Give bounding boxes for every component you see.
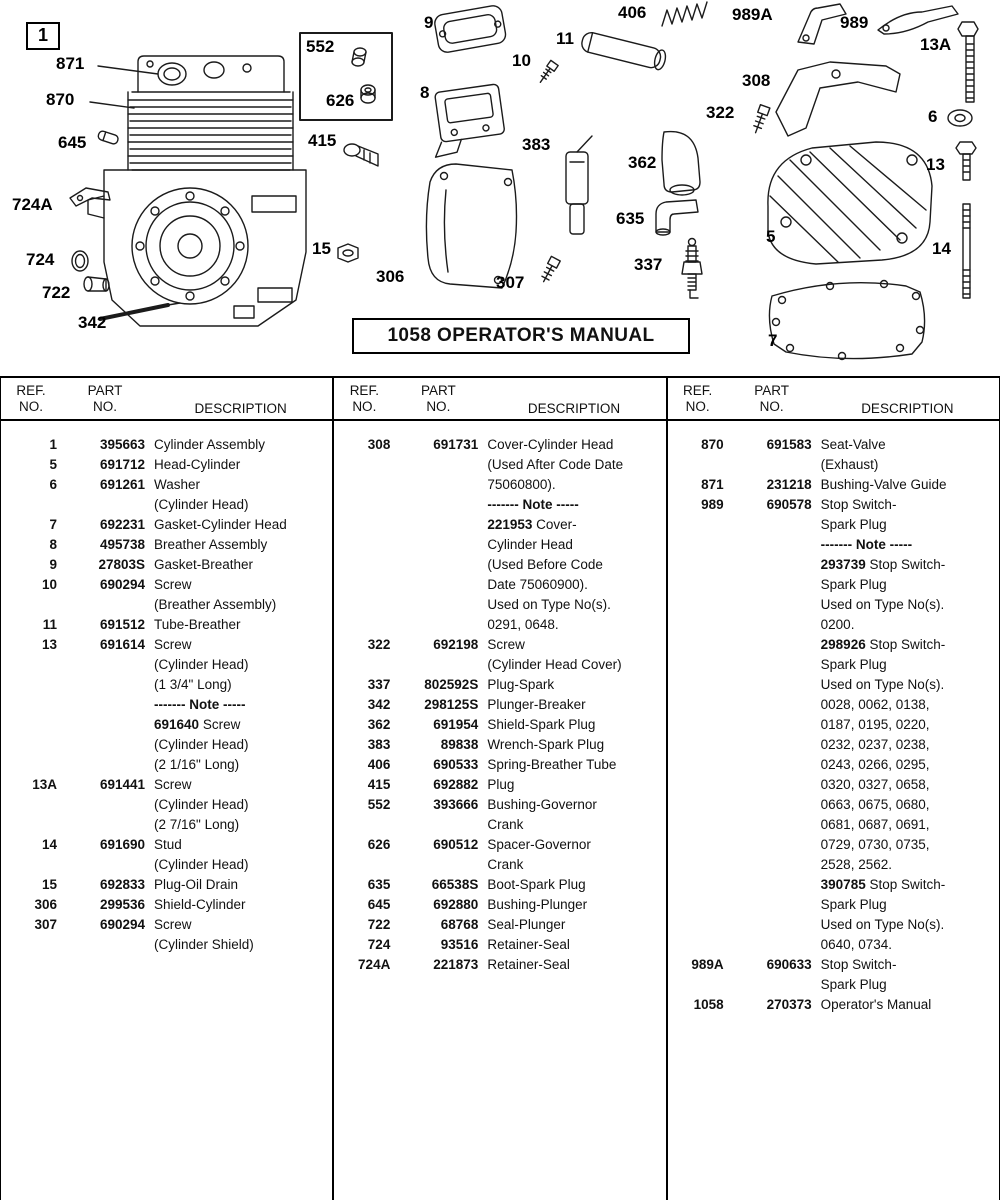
description-line: (2 7/16" Long) (154, 817, 240, 832)
part-no: 690533 (433, 757, 479, 772)
description (478, 715, 665, 735)
part-no: 690294 (99, 917, 145, 932)
description (145, 895, 332, 915)
table-row (334, 695, 665, 715)
description-line: Spacer-Governor (487, 837, 591, 852)
ref-no-header: REF. NO. (16, 383, 46, 414)
parts-column-3 (666, 378, 999, 1200)
part-no: 692231 (99, 517, 145, 532)
part-callout-989a: 989A (732, 5, 773, 24)
part-no: 27803S (98, 557, 145, 572)
table-row (334, 675, 665, 695)
description-line: Screw (487, 637, 525, 652)
part-callout-635: 635 (616, 209, 645, 228)
description-line: Boot-Spark Plug (487, 877, 586, 892)
part-no: 495738 (99, 537, 145, 552)
description-line: (Cylinder Head Cover) (487, 657, 622, 672)
description-line: Bushing-Governor (487, 797, 597, 812)
ref-no: 322 (367, 637, 391, 652)
description-line: ------- Note ----- (487, 497, 579, 512)
part-no: 690294 (99, 577, 145, 592)
description (145, 635, 332, 775)
description (812, 495, 999, 955)
description-line: 691640 Screw (154, 717, 241, 732)
description-line: Date 75060900). (487, 577, 588, 592)
table-row (1, 455, 332, 475)
description (478, 835, 665, 875)
table-row (334, 715, 665, 735)
part-no: 691583 (766, 437, 812, 452)
table-row (1, 635, 332, 775)
description (145, 475, 332, 515)
part-no: 691712 (99, 457, 145, 472)
description-line: Spring-Breather Tube (487, 757, 617, 772)
ref-no: 307 (34, 917, 57, 932)
part-no: 692833 (99, 877, 145, 892)
part-no-header: PART NO. (87, 383, 123, 414)
table-row (668, 435, 999, 475)
table-row (668, 495, 999, 955)
description-line: 0640, 0734. (820, 937, 892, 952)
column-body (668, 421, 999, 1015)
ref-no: 13 (41, 637, 57, 652)
description-line: (Used After Code Date (487, 457, 624, 472)
description (145, 615, 332, 635)
part-no: 691512 (99, 617, 145, 632)
table-row (668, 995, 999, 1015)
description (478, 735, 665, 755)
description-line: (Cylinder Head) (154, 497, 249, 512)
part-no-header: PART NO. (420, 383, 456, 414)
column-body (1, 421, 332, 955)
description-line: Retainer-Seal (487, 957, 570, 972)
ref-no: 9 (49, 557, 57, 572)
part-no: 93516 (440, 937, 479, 952)
description (145, 575, 332, 615)
description (478, 875, 665, 895)
description-line: (2 1/16" Long) (154, 757, 240, 772)
ref-no: 635 (367, 877, 391, 892)
part-no: 691441 (99, 777, 145, 792)
part-no-header: PART NO. (754, 383, 790, 414)
part-callout-362: 362 (628, 153, 657, 172)
description-line: 0243, 0266, 0295, (820, 757, 930, 772)
description-line: 298926 Stop Switch- (820, 637, 946, 652)
table-row (1, 475, 332, 515)
description-line: (Cylinder Shield) (154, 937, 254, 952)
description-line: Tube-Breather (154, 617, 241, 632)
part-no: 692882 (433, 777, 479, 792)
description (145, 455, 332, 475)
description-line: Shield-Cylinder (154, 897, 246, 912)
table-row (1, 615, 332, 635)
table-row (334, 875, 665, 895)
ref-no: 337 (367, 677, 391, 692)
description-line: Spark Plug (820, 517, 887, 532)
part-callout-626: 626 (326, 91, 355, 110)
description-line: (Used Before Code (487, 557, 603, 572)
ref-no: 406 (367, 757, 391, 772)
ref-no: 362 (367, 717, 391, 732)
table-row (1, 775, 332, 835)
part-callout-7: 7 (768, 331, 778, 350)
ref-no: 1058 (693, 997, 724, 1012)
description-header: DESCRIPTION (194, 401, 287, 416)
part-callout-722: 722 (42, 283, 71, 302)
parts-column-1 (1, 378, 332, 1200)
table-row (668, 955, 999, 995)
description-line: Screw (154, 577, 192, 592)
part-no: 692880 (433, 897, 479, 912)
ref-no: 645 (367, 897, 391, 912)
description-line: Stop Switch- (820, 957, 897, 972)
part-callout-645: 645 (58, 133, 87, 152)
description (478, 435, 665, 635)
part-callout-322: 322 (706, 103, 735, 122)
description-line: Stop Switch- (820, 497, 897, 512)
column-header (668, 378, 999, 421)
description-line: Bushing-Plunger (487, 897, 588, 912)
table-row (334, 775, 665, 795)
description-line: Plug-Spark (487, 677, 555, 692)
part-no: 221873 (433, 957, 479, 972)
description-line: Bushing-Valve Guide (820, 477, 947, 492)
part-callout-871: 871 (56, 54, 85, 73)
description-line: Gasket-Breather (154, 557, 254, 572)
part-no: 270373 (766, 997, 812, 1012)
description-line: 293739 Stop Switch- (820, 557, 946, 572)
description-line: Crank (487, 817, 524, 832)
description-line: Spark Plug (820, 897, 887, 912)
part-callout-308: 308 (742, 71, 771, 90)
ref-no-header: REF. NO. (349, 383, 379, 414)
part-no: 690633 (766, 957, 812, 972)
description (145, 775, 332, 835)
table-row (334, 795, 665, 835)
part-no: 89838 (440, 737, 479, 752)
description (145, 835, 332, 875)
description-line: Crank (487, 857, 524, 872)
part-callout-383: 383 (522, 135, 551, 154)
part-callout-337: 337 (634, 255, 663, 274)
part-callout-989: 989 (840, 13, 869, 32)
part-callout-415: 415 (308, 131, 337, 150)
part-callout-11: 11 (556, 29, 574, 48)
description (145, 555, 332, 575)
description (145, 535, 332, 555)
description-line: 0320, 0327, 0658, (820, 777, 930, 792)
description-line: (Cylinder Head) (154, 657, 249, 672)
description-line: 0200. (820, 617, 855, 632)
part-no: 691261 (99, 477, 145, 492)
description-line: (Exhaust) (820, 457, 879, 472)
description-line: Seal-Plunger (487, 917, 566, 932)
ref-no: 383 (367, 737, 391, 752)
description-line: 0663, 0675, 0680, (820, 797, 930, 812)
ref-no: 15 (41, 877, 57, 892)
description-line: 0187, 0195, 0220, (820, 717, 930, 732)
description (478, 695, 665, 715)
table-row (334, 755, 665, 775)
description-line: Spark Plug (820, 657, 887, 672)
table-row (1, 835, 332, 875)
table-row (334, 915, 665, 935)
part-no: 692198 (433, 637, 479, 652)
ref-no-header: REF. NO. (683, 383, 713, 414)
ref-no: 626 (367, 837, 391, 852)
description-line: Washer (154, 477, 201, 492)
description (478, 635, 665, 675)
part-no: 298125S (424, 697, 479, 712)
description (812, 435, 999, 475)
ref-no: 8 (49, 537, 57, 552)
table-row (334, 735, 665, 755)
description (478, 795, 665, 835)
description (478, 895, 665, 915)
description (478, 935, 665, 955)
part-no: 690512 (433, 837, 479, 852)
table-row (334, 935, 665, 955)
description-line: (1 3/4" Long) (154, 677, 232, 692)
ref-no: 415 (367, 777, 391, 792)
description-line: Used on Type No(s). (820, 917, 945, 932)
description-line: Seat-Valve (820, 437, 886, 452)
description-line: 0232, 0237, 0238, (820, 737, 930, 752)
table-row (1, 555, 332, 575)
table-row (334, 835, 665, 875)
part-callout-307: 307 (496, 273, 525, 292)
description-line: Used on Type No(s). (487, 597, 611, 612)
table-row (1, 515, 332, 535)
table-row (668, 475, 999, 495)
part-callout-870: 870 (46, 90, 75, 109)
part-callout-10: 10 (512, 51, 531, 70)
description-line: Cylinder Head (487, 537, 573, 552)
description-line: Cylinder Assembly (154, 437, 266, 452)
part-no: 691731 (433, 437, 479, 452)
part-callout-14: 14 (932, 239, 951, 258)
description-line: Used on Type No(s). (820, 597, 945, 612)
table-row (1, 435, 332, 455)
description-header: DESCRIPTION (527, 401, 621, 416)
part-callout-1: 1 (26, 22, 60, 50)
ref-no: 989A (691, 957, 724, 972)
ref-no: 870 (701, 437, 724, 452)
description-line: (Cylinder Head) (154, 737, 249, 752)
description-line: 390785 Stop Switch- (820, 877, 946, 892)
table-row (334, 955, 665, 975)
description-line: 0681, 0687, 0691, (820, 817, 930, 832)
table-row (334, 895, 665, 915)
column-header (334, 378, 665, 421)
description (478, 775, 665, 795)
description-line: Gasket-Cylinder Head (154, 517, 287, 532)
operators-manual-label: 1058 OPERATOR'S MANUAL (387, 325, 655, 346)
ref-no: 11 (42, 617, 57, 632)
description-line: Screw (154, 777, 192, 792)
part-callout-306: 306 (376, 267, 405, 286)
description (478, 915, 665, 935)
table-row (1, 535, 332, 555)
description-line: Wrench-Spark Plug (487, 737, 605, 752)
exploded-diagram-area (0, 0, 1000, 376)
description-line: 0291, 0648. (487, 617, 559, 632)
description (145, 515, 332, 535)
description-line: 0028, 0062, 0138, (820, 697, 930, 712)
description-line: ------- Note ----- (820, 537, 913, 552)
description-line: Breather Assembly (154, 537, 268, 552)
description-line: 2528, 2562. (820, 857, 892, 872)
description-line: Cover-Cylinder Head (487, 437, 614, 452)
description-line: Screw (154, 917, 192, 932)
part-callout-5: 5 (766, 227, 776, 246)
part-callout-6: 6 (928, 107, 938, 126)
ref-no: 13A (32, 777, 57, 792)
ref-no: 1 (49, 437, 57, 452)
ref-no: 552 (367, 797, 391, 812)
part-callout-13: 13 (926, 155, 945, 174)
operators-manual-box (352, 318, 690, 354)
description (812, 995, 999, 1015)
part-callout-406: 406 (618, 3, 647, 22)
table-row (1, 915, 332, 955)
description-line: Plug-Oil Drain (154, 877, 239, 892)
parts-column-2 (332, 378, 665, 1200)
description (478, 755, 665, 775)
description-line: Used on Type No(s). (820, 677, 945, 692)
description-line: Spark Plug (820, 577, 887, 592)
part-no: 66538S (431, 877, 479, 892)
description-line: Operator's Manual (820, 997, 932, 1012)
ref-no: 871 (701, 477, 724, 492)
description-line: (Breather Assembly) (154, 597, 277, 612)
table-row (334, 635, 665, 675)
table-row (334, 435, 665, 635)
description (812, 955, 999, 995)
description-line: 0729, 0730, 0735, (820, 837, 930, 852)
table-row (1, 575, 332, 615)
description (145, 875, 332, 895)
part-callout-15: 15 (312, 239, 331, 258)
ref-no: 10 (41, 577, 57, 592)
description-line: Retainer-Seal (487, 937, 570, 952)
description-line: Spark Plug (820, 977, 887, 992)
table-row (1, 895, 332, 915)
ref-no: 306 (34, 897, 57, 912)
ref-no: 724 (367, 937, 391, 952)
description-line: Plug (487, 777, 515, 792)
ref-no: 5 (49, 457, 57, 472)
table-row (1, 875, 332, 895)
ref-no: 342 (367, 697, 391, 712)
ref-no: 6 (49, 477, 57, 492)
ref-no: 724A (358, 957, 391, 972)
description-line: Screw (154, 637, 192, 652)
description-line: (Cylinder Head) (154, 797, 249, 812)
part-callout-724: 724 (26, 250, 55, 269)
part-callout-342: 342 (78, 313, 107, 332)
description-line: Stud (154, 837, 182, 852)
part-no: 802592S (424, 677, 479, 692)
description (478, 955, 665, 975)
ref-no: 989 (701, 497, 724, 512)
description (478, 675, 665, 695)
parts-table (0, 376, 1000, 1200)
part-callout-13a: 13A (920, 35, 952, 54)
description-line: Plunger-Breaker (487, 697, 586, 712)
ref-no: 7 (49, 517, 57, 532)
part-callout-724a: 724A (12, 195, 53, 214)
description-header: DESCRIPTION (861, 401, 954, 416)
part-callout-552: 552 (306, 37, 335, 56)
part-no: 690578 (766, 497, 812, 512)
description-line: 221953 Cover- (487, 517, 577, 532)
description-line: ------- Note ----- (154, 697, 246, 712)
ref-no: 14 (41, 837, 57, 852)
description-line: Head-Cylinder (154, 457, 241, 472)
part-no: 393666 (433, 797, 479, 812)
part-no: 68768 (440, 917, 479, 932)
part-callout-9: 9 (424, 13, 434, 32)
part-no: 231218 (766, 477, 812, 492)
ref-no: 308 (367, 437, 391, 452)
part-no: 691954 (433, 717, 479, 732)
description (812, 475, 999, 495)
column-header (1, 378, 332, 421)
part-no: 691614 (99, 637, 145, 652)
part-no: 691690 (99, 837, 145, 852)
ref-no: 722 (367, 917, 391, 932)
part-no: 299536 (99, 897, 145, 912)
description (145, 435, 332, 455)
column-body (334, 421, 665, 975)
part-callout-8: 8 (420, 83, 430, 102)
description-line: (Cylinder Head) (154, 857, 249, 872)
description-line: 75060800). (487, 477, 556, 492)
description (145, 915, 332, 955)
description-line: Shield-Spark Plug (487, 717, 596, 732)
part-no: 395663 (99, 437, 145, 452)
